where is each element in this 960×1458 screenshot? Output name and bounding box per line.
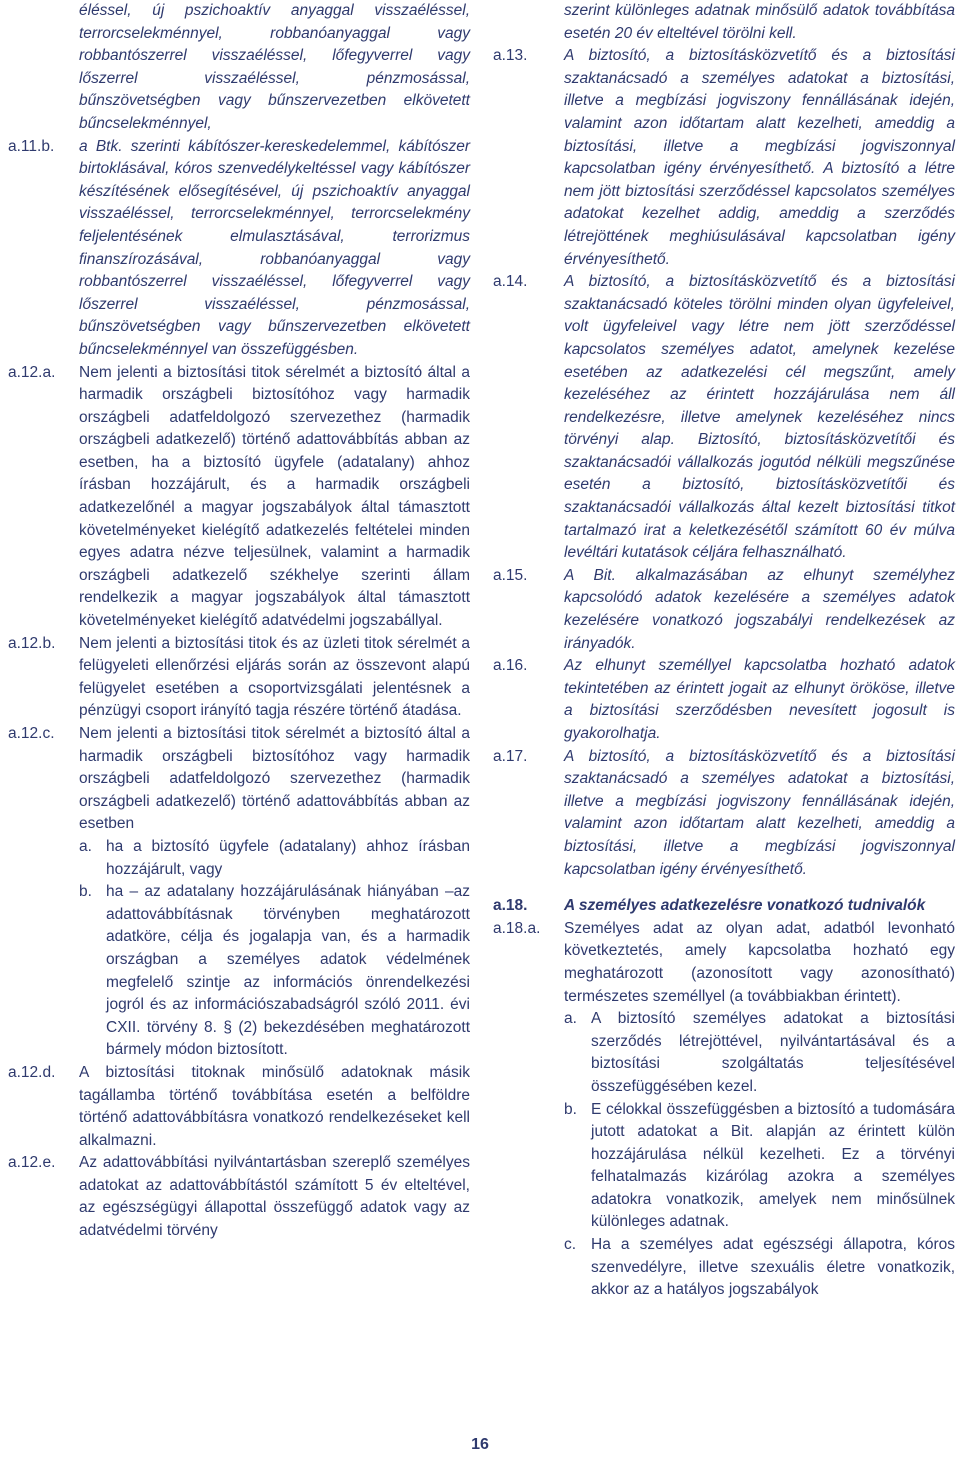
list-item-text: E célokkal összefüggésben a biztosító a tudomására jutott adatokat a Bit. alapján az érintett külön hozzájárulása nélkül kezelheti. Ez a törvényi felhatalmazás kizárólag azokra a személyes adatokra vonatkozik, amelyek nem minősülnek különleges adatnak.	[591, 1100, 955, 1231]
paragraph-text: A biztosító, a biztosításközvetítő és a biztosítási szaktanácsadó köteles törölni minden olyan ügyfeleivel, volt ügyfeleivel vagy létre nem jött szerződéssel kapcsolatos személyes adatot, amelynek kezelése esetében az adatkezelési cél megszűnt, amely kezeléséhez az érintett hozzájárulása nem áll rendelkezésre, illetve amelynek kezeléséhez nincs törvényi alap. Biztosító, biztosításközvetítői és szaktanácsadói vállalkozás jogutód nélküli megszűnése esetén a biztosító, biztosításközvetítői és szaktanácsadói vállalkozás által kezelt biztosítási titkot tartalmazó irat a keletkezésétől számított 60 év múlva levéltári kutatások céljára felhasználható.	[564, 273, 955, 562]
list-item-text: ha – az adatalany hozzájárulásának hiányában –az adattovábbításnak törvényben meghatározott adatköre, célja és jogalapja van, és a harmadik országban a személyes adatok védelmének megfelelő szintje az információs önrendelkezési jogról és az információszabadságról szóló 2011. évi CXII. törvény 8. § (2) bekezdésében meghatározott bármely módon biztosított.	[106, 883, 470, 1059]
list-item-label: a.	[564, 1010, 577, 1028]
section-number: a.17.	[493, 747, 528, 765]
paragraph-text: a Btk. szerinti kábítószer-kereskedelemmel, kábítószer birtoklásával, kóros szenvedélykeltéssel vagy kábítószer készítésének elősegítésével, új pszichoaktív anyaggal visszaéléssel, terrorcselekménnyel, terrorcselekmény feljelentésének elmulasztásával, terrorizmus finanszírozásával, robbanóanyaggal vagy robbantószerrel visszaéléssel, lőfegyverrel vagy lőszerrel visszaéléssel, pénzmosással, bűnszövetségben vagy bűnszervezetben elkövetett bűncselekménnyel van összefüggésben.	[79, 137, 470, 358]
section-a12a	[8, 362, 470, 633]
list-item	[564, 1234, 955, 1302]
continuation-text	[8, 0, 470, 136]
section-number: a.12.d.	[8, 1063, 56, 1081]
section-a12b	[8, 633, 470, 723]
list-item	[79, 836, 470, 881]
section-a14	[493, 271, 955, 565]
paragraph-text: Személyes adat az olyan adat, adatból levonható következtetés, amely kapcsolatba hozható egy meghatározott (azonosított vagy azonosítható) természetes személlyel (a továbbiakban érintett).	[564, 919, 955, 1005]
paragraph-text: A biztosítási titoknak minősülő adatoknak másik tagállamba történő továbbítása esetén a belföldre történő adattovábbításra vonatkozó rendelkezéseket kell alkalmazni.	[79, 1063, 470, 1149]
section-number: a.13.	[493, 47, 528, 65]
list-item-label: b.	[564, 1100, 577, 1118]
section-heading-a18	[493, 895, 955, 918]
continuation-text	[493, 0, 955, 45]
paragraph-text: Az elhunyt személlyel kapcsolatba hozható adatok tekintetében az érintett jogait az elhunyt örököse, illetve a biztosítási szerződésben nevesített jogosult is gyakorolhatja.	[564, 657, 955, 742]
spacer	[493, 881, 955, 895]
section-number: a.12.b.	[8, 634, 56, 652]
page-number: 16	[471, 1436, 489, 1453]
section-number: a.12.a.	[8, 363, 56, 381]
paragraph-text: A Bit. alkalmazásában az elhunyt személyhez kapcsolódó adatok kezelésére a személyes adatok kezelésére vonatkozó jogszabályi rendelkezések az irányadók.	[564, 566, 955, 652]
section-a13	[493, 45, 955, 271]
section-number: a.12.c.	[8, 725, 55, 742]
section-a18a	[493, 918, 955, 1302]
section-a15	[493, 565, 955, 655]
section-number: a.16.	[493, 657, 528, 675]
list-item	[564, 1008, 955, 1098]
section-heading: A személyes adatkezelésre vonatkozó tudnivalók	[564, 897, 926, 915]
list-item	[564, 1099, 955, 1235]
paragraph-text: szerint különleges adatnak minősülő adatok továbbítása esetén 20 év elteltével törölni kell.	[564, 2, 955, 42]
section-number: a.11.b.	[8, 137, 55, 155]
right-column	[493, 0, 955, 1302]
section-a16	[493, 655, 955, 745]
list-item-label: b.	[79, 883, 92, 901]
paragraph-text: Az adattovábbítási nyilvántartásban szereplő személyes adatokat az adattovábbítástól számított 5 év elteltével, az egészségügyi állapottal összefüggő adatok vagy az adatvédelmi törvény	[79, 1154, 470, 1240]
paragraph-text: A biztosító, a biztosításközvetítő és a biztosítási szaktanácsadó a személyes adatokat a biztosítási, illetve a megbízási jogviszony fennállásának idején, valamint azon időtartam alatt kezelheti, ameddig a biztosítási, illetve a megbízási jogviszonnyal kapcsolatban igény érvényesíthető.	[564, 747, 955, 878]
list-item-label: a.	[79, 837, 92, 855]
section-a12c	[8, 723, 470, 1062]
paragraph-text: éléssel, új pszichoaktív anyaggal visszaéléssel, terrorcselekménnyel, robbanóanyaggal vagy robbantószerrel visszaéléssel, lőfegyverrel vagy lőszerrel visszaéléssel, pénzmosással, bűnszövetségben vagy bűnszervezetben elkövetett bűncselekménnyel,	[79, 2, 470, 132]
paragraph-text: Nem jelenti a biztosítási titok sérelmét a biztosító által a harmadik országbeli biztosítóhoz vagy harmadik országbeli adatfeldolgozó szervezethez (harmadik országbeli adatkezelő) történő adattovábbítás abban az esetben	[79, 725, 470, 833]
list-item-text: A biztosító személyes adatokat a biztosítási szerződés létrejöttével, nyilvántartásával és a biztosítási szolgáltatás teljesítésével összefüggésében kezel.	[591, 1010, 955, 1095]
section-a12d	[8, 1062, 470, 1152]
section-number: a.14.	[493, 273, 528, 291]
section-number: a.12.e.	[8, 1154, 56, 1172]
list-item	[79, 881, 470, 1062]
paragraph-text: A biztosító, a biztosításközvetítő és a biztosítási szaktanácsadó a személyes adatokat a biztosítási, illetve a megbízási jogviszony fennállásának idején, valamint azon időtartam alatt kezelheti, ameddig a biztosítási, illetve a megbízási jogviszonnyal kapcsolatban igény érvényesíthető. A biztosító a létre nem jött biztosítási szerződéssel kapcsolatos személyes adatokat kezelhet addig, ameddig a szerződés létrejöttének meghiúsulásával kapcsolatban igény érvényesíthető.	[564, 47, 955, 268]
list-item-label: c.	[564, 1236, 577, 1254]
section-a12e	[8, 1152, 470, 1242]
list-item-text: Ha a személyes adat egészségi állapotra, kóros szenvedélyre, illetve szexuális életre vonatkozik, akkor az a hatályos jogszabályok	[591, 1236, 955, 1299]
section-a17	[493, 746, 955, 882]
left-column	[8, 0, 470, 1243]
section-a11b	[8, 136, 470, 362]
section-number: a.18.a.	[493, 919, 541, 937]
section-number: a.18.	[493, 897, 528, 915]
list-item-text: ha a biztosító ügyfele (adatalany) ahhoz írásban hozzájárult, vagy	[106, 837, 470, 878]
paragraph-text: Nem jelenti a biztosítási titok és az üzleti titok sérelmét a felügyeleti ellenőrzési eljárás során az összevont alapú felügyelet esetében a csoportvizsgálati jelentésnek a pénzügyi csoport irányító tagja részére történő átadása.	[79, 634, 470, 720]
paragraph-text: Nem jelenti a biztosítási titok sérelmét a biztosító által a harmadik országbeli biztosítóhoz vagy harmadik országbeli adatfeldolgozó szervezethez (harmadik országbeli adatkezelő) történő adattovábbítás abban az esetben, ha a biztosító ügyfele (adatalany) ahhoz írásban hozzájárult, és a harmadik országbeli adatkezelőnél a magyar jogszabályok által támasztott követelményeket kielégítő adatkezelés feltételei minden egyes adatra nézve teljesülnek, valamint a harmadik országbeli adatkezelő székhelye szerinti állam rendelkezik a magyar jogszabályok által támasztott követelményeket kielégítő adatvédelmi jogszabállyal.	[79, 363, 470, 630]
section-number: a.15.	[493, 566, 528, 584]
